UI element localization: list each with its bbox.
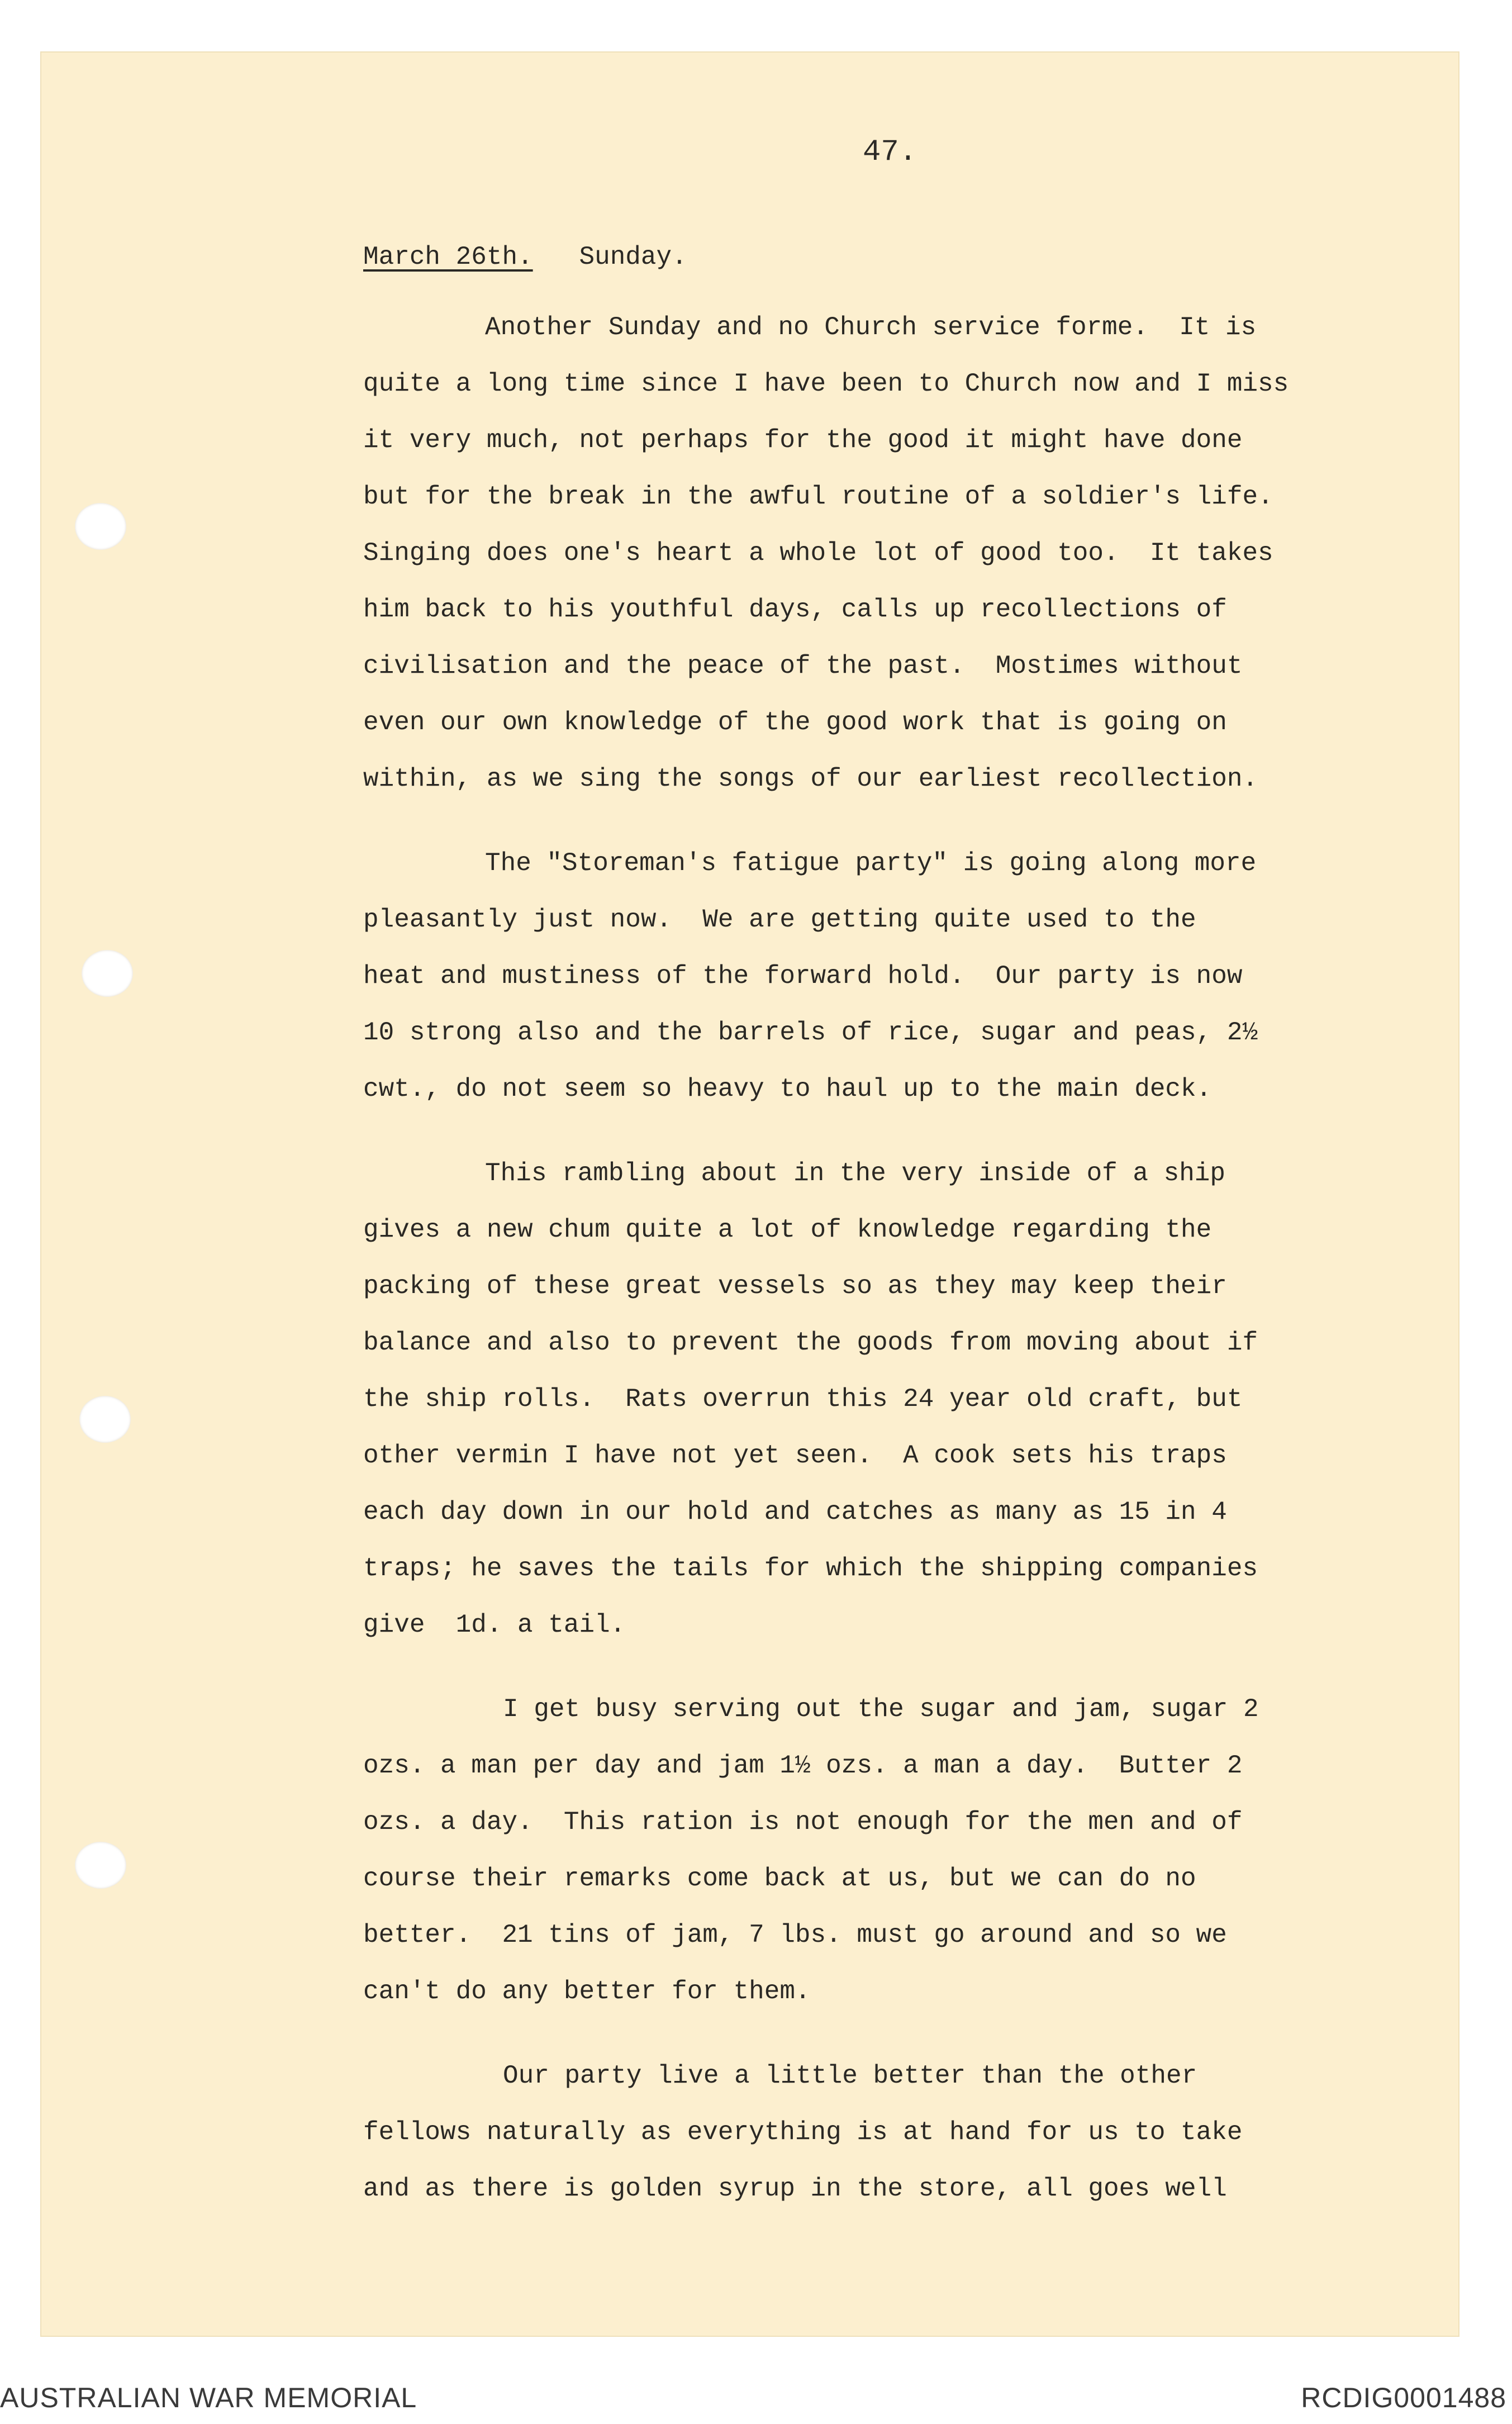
paragraph — [363, 1146, 1458, 1653]
paragraph — [363, 835, 1458, 1118]
paragraph — [363, 300, 1458, 807]
text-line: each day down in our hold and catches as many as 15 in 4 — [363, 1498, 1227, 1527]
punch-hole — [79, 1396, 131, 1443]
text-line: I get busy serving out the sugar and jam, sugar 2 — [503, 1695, 1259, 1724]
text-line: the ship rolls. Rats overrun this 24 year old craft, but — [363, 1385, 1243, 1414]
text-line: course their remarks come back at us, but we can do no — [363, 1864, 1196, 1893]
text-line: but for the break in the awful routine of a soldier's life. — [363, 482, 1273, 511]
text-line: better. 21 tins of jam, 7 lbs. must go around and so we — [363, 1921, 1227, 1950]
punch-hole — [75, 503, 126, 550]
text-line: give 1d. a tail. — [363, 1610, 626, 1639]
paragraph — [363, 2048, 1458, 2217]
text-line: and as there is golden syrup in the store, all goes well — [363, 2174, 1227, 2203]
text-line: civilisation and the peace of the past. Mostimes without — [363, 652, 1243, 681]
diary-entry — [363, 229, 1458, 2245]
text-line: pleasantly just now. We are getting quite used to the — [363, 905, 1196, 934]
text-line: it very much, not perhaps for the good it might have done — [363, 426, 1243, 455]
text-line: packing of these great vessels so as they may keep their — [363, 1272, 1227, 1301]
text-line: ozs. a day. This ration is not enough for the men and of — [363, 1808, 1243, 1837]
page-number: 47. — [863, 135, 917, 169]
text-line: This rambling about in the very inside of a ship — [485, 1159, 1226, 1188]
text-line: within, as we sing the songs of our earliest recollection. — [363, 764, 1258, 793]
text-line: quite a long time since I have been to Church now and I miss — [363, 369, 1289, 398]
entry-date: March 26th. — [363, 243, 533, 272]
text-line: traps; he saves the tails for which the shipping companies — [363, 1554, 1258, 1583]
text-line: gives a new chum quite a lot of knowledge regarding the — [363, 1215, 1212, 1244]
text-line: Our party live a little better than the other — [503, 2061, 1197, 2090]
text-line: Singing does one's heart a whole lot of good too. It takes — [363, 539, 1273, 568]
text-line: balance and also to prevent the goods from moving about if — [363, 1328, 1258, 1357]
text-line: other vermin I have not yet seen. A cook sets his traps — [363, 1441, 1227, 1470]
punch-hole — [82, 950, 133, 997]
entry-heading — [363, 229, 1458, 286]
archive-identifier: RCDIG0001488 — [1301, 2382, 1506, 2413]
entry-day: Sunday. — [579, 243, 687, 272]
archive-credit: AUSTRALIAN WAR MEMORIAL — [0, 2382, 417, 2413]
text-line: Another Sunday and no Church service forme. It is — [485, 313, 1257, 342]
text-line: 10 strong also and the barrels of rice, sugar and peas, 2½ — [363, 1018, 1258, 1047]
text-line: can't do any better for them. — [363, 1977, 811, 2006]
text-line: him back to his youthful days, calls up recollections of — [363, 595, 1227, 624]
text-line: cwt., do not seem so heavy to haul up to the main deck. — [363, 1075, 1212, 1104]
text-line: ozs. a man per day and jam 1½ ozs. a man a day. Butter 2 — [363, 1751, 1243, 1780]
paragraph — [363, 1681, 1458, 2020]
text-line: The "Storeman's fatigue party" is going along more — [485, 849, 1257, 878]
text-line: even our own knowledge of the good work that is going on — [363, 708, 1227, 737]
text-line: fellows naturally as everything is at hand for us to take — [363, 2118, 1243, 2147]
text-line: heat and mustiness of the forward hold. Our party is now — [363, 962, 1243, 991]
punch-hole — [75, 1842, 126, 1889]
